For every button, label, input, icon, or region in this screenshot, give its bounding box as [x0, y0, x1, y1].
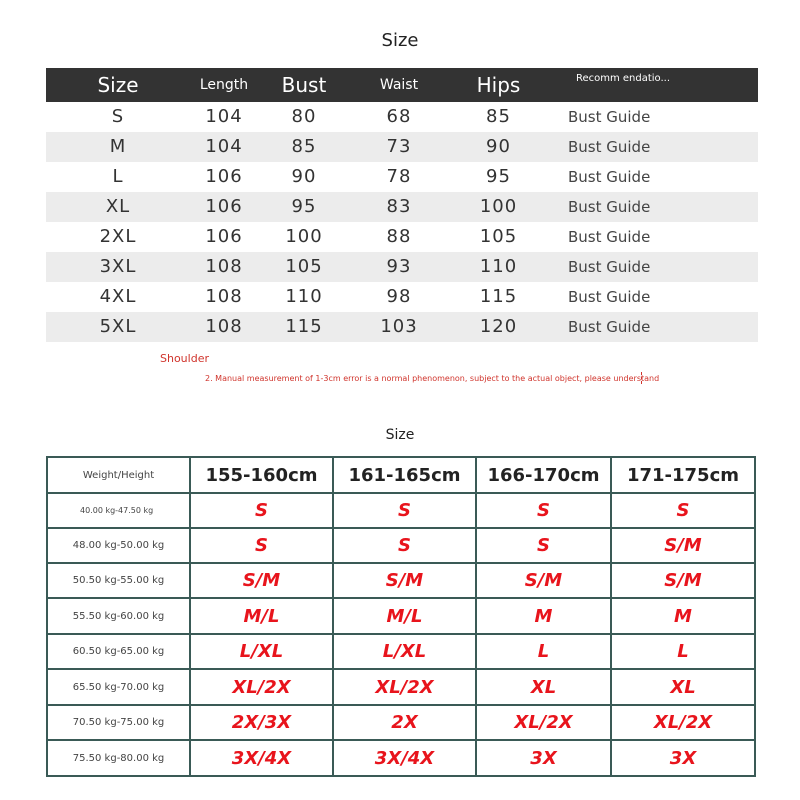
cell-length: 108: [205, 286, 243, 307]
size-row: [46, 102, 758, 132]
recommended-size: 3X: [611, 740, 755, 776]
cell-hips: 120: [479, 316, 518, 337]
recommended-size: S: [333, 493, 476, 528]
recommended-size: S: [333, 528, 476, 563]
recommended-size: 2X: [333, 705, 476, 740]
recommended-size: 3X/4X: [333, 740, 476, 776]
cell-length: 108: [205, 256, 243, 277]
cell-waist: 83: [386, 196, 412, 217]
recommended-size: S: [611, 493, 755, 528]
weight-range: 70.50 kg-75.00 kg: [47, 705, 190, 740]
weight-range: 40.00 kg-47.50 kg: [47, 493, 190, 528]
recommended-size: L: [611, 634, 755, 669]
size-row: [46, 252, 758, 282]
cell-rec: Bust Guide: [568, 168, 651, 186]
cell-waist: 78: [386, 166, 412, 187]
recommended-size: S: [476, 528, 611, 563]
cell-bust: 90: [291, 166, 317, 187]
cell-size: XL: [105, 196, 131, 217]
cell-waist: 93: [386, 256, 412, 277]
cell-size: S: [111, 106, 125, 127]
size-row: [46, 192, 758, 222]
height-header: 161-165cm: [333, 457, 476, 493]
weight-row: [47, 669, 755, 705]
weight-row: [47, 563, 755, 598]
cell-length: 106: [205, 166, 243, 187]
header-bust: Bust: [281, 73, 327, 97]
size-row: [46, 162, 758, 192]
cell-hips: 85: [486, 106, 511, 127]
recommended-size: M/L: [190, 598, 333, 634]
cell-bust: 110: [285, 286, 323, 307]
cell-waist: 98: [386, 286, 412, 307]
weight-range: 50.50 kg-55.00 kg: [47, 563, 190, 598]
cell-bust: 100: [285, 226, 323, 247]
header-length: Length: [199, 77, 249, 93]
cell-length: 104: [205, 136, 243, 157]
cell-waist: 103: [380, 316, 418, 337]
recommended-size: S/M: [333, 563, 476, 598]
cell-size: L: [112, 166, 124, 187]
recommended-size: 2X/3X: [190, 705, 333, 740]
cell-length: 106: [205, 196, 243, 217]
header-waist: Waist: [379, 77, 419, 93]
weight-range: 75.50 kg-80.00 kg: [47, 740, 190, 776]
recommended-size: XL/2X: [190, 669, 333, 705]
recommended-size: S/M: [190, 563, 333, 598]
recommended-size: S: [190, 493, 333, 528]
cell-bust: 85: [291, 136, 317, 157]
recommended-size: 3X: [476, 740, 611, 776]
cell-bust: 95: [291, 196, 317, 217]
size-chart-title: Size: [381, 30, 419, 51]
shoulder-note: Shoulder: [160, 352, 209, 365]
recommended-size: S/M: [476, 563, 611, 598]
cell-hips: 105: [479, 226, 518, 247]
size-measurement-table: [46, 68, 758, 342]
header-size: Size: [97, 73, 139, 97]
recommended-size: XL/2X: [333, 669, 476, 705]
recommended-size: L/XL: [333, 634, 476, 669]
weight-range: 60.50 kg-65.00 kg: [47, 634, 190, 669]
recommended-size: XL: [611, 669, 755, 705]
header-hips: Hips: [476, 73, 521, 97]
cell-bust: 115: [285, 316, 323, 337]
cell-size: 5XL: [99, 316, 137, 337]
cell-length: 104: [205, 106, 243, 127]
cell-hips: 90: [486, 136, 511, 157]
cell-waist: 73: [386, 136, 412, 157]
size-row: [46, 222, 758, 252]
recommended-size: 3X/4X: [190, 740, 333, 776]
weight-height-corner: Weight/Height: [47, 457, 190, 493]
recommended-size: S: [190, 528, 333, 563]
weight-row: [47, 493, 755, 528]
weight-row: [47, 634, 755, 669]
cell-size: M: [109, 136, 127, 157]
cell-waist: 68: [386, 106, 412, 127]
recommended-size: S/M: [611, 563, 755, 598]
size-row: [46, 312, 758, 342]
cell-rec: Bust Guide: [568, 258, 651, 276]
cell-hips: 95: [486, 166, 511, 187]
height-header: 155-160cm: [190, 457, 333, 493]
cell-waist: 88: [386, 226, 412, 247]
cell-length: 108: [205, 316, 243, 337]
cell-size: 3XL: [99, 256, 137, 277]
weight-range: 65.50 kg-70.00 kg: [47, 669, 190, 705]
cell-rec: Bust Guide: [568, 198, 651, 216]
recommended-size: XL/2X: [476, 705, 611, 740]
height-header: 171-175cm: [611, 457, 755, 493]
weight-row: [47, 598, 755, 634]
cell-rec: Bust Guide: [568, 228, 651, 246]
cell-rec: Bust Guide: [568, 288, 651, 306]
weight-row: [47, 740, 755, 776]
size-row: [46, 282, 758, 312]
weight-range: 48.00 kg-50.00 kg: [47, 528, 190, 563]
recommendation-title: Size: [385, 427, 415, 443]
measurement-disclaimer: 2. Manual measurement of 1-3cm error is a normal phenomenon, subject to the actual object, please understand: [205, 374, 660, 383]
weight-row: [47, 528, 755, 563]
recommended-size: L/XL: [190, 634, 333, 669]
size-table-header: [46, 68, 758, 102]
recommended-size: M/L: [333, 598, 476, 634]
height-header-row: [47, 457, 755, 493]
recommended-size: M: [476, 598, 611, 634]
cell-size: 2XL: [99, 226, 137, 247]
cell-rec: Bust Guide: [568, 138, 651, 156]
cell-hips: 100: [479, 196, 518, 217]
header-recommendation: Recomm endatio...: [575, 73, 671, 84]
cursor-divider: [641, 372, 642, 384]
recommended-size: XL: [476, 669, 611, 705]
size-recommendation-table: [46, 456, 756, 777]
cell-length: 106: [205, 226, 243, 247]
height-header: 166-170cm: [476, 457, 611, 493]
cell-hips: 115: [479, 286, 518, 307]
weight-row: [47, 705, 755, 740]
recommended-size: L: [476, 634, 611, 669]
recommended-size: M: [611, 598, 755, 634]
cell-bust: 105: [285, 256, 323, 277]
cell-size: 4XL: [99, 286, 137, 307]
size-row: [46, 132, 758, 162]
weight-range: 55.50 kg-60.00 kg: [47, 598, 190, 634]
cell-hips: 110: [479, 256, 518, 277]
recommended-size: S/M: [611, 528, 755, 563]
cell-rec: Bust Guide: [568, 318, 651, 336]
recommended-size: S: [476, 493, 611, 528]
cell-bust: 80: [291, 106, 317, 127]
cell-rec: Bust Guide: [568, 108, 651, 126]
recommended-size: XL/2X: [611, 705, 755, 740]
